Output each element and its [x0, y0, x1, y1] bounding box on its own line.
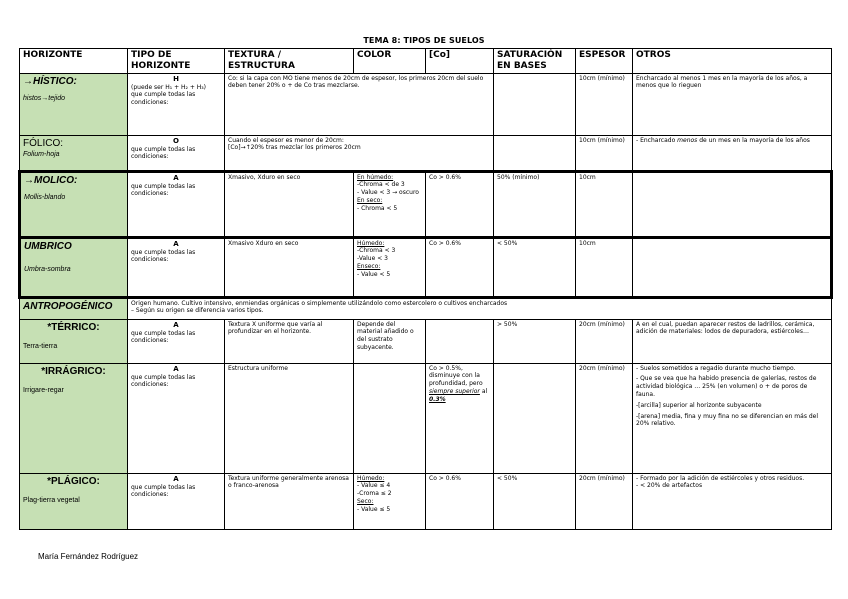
horizon-etymology: Terra-tierra [23, 342, 58, 350]
textura-cell: Co: si la capa con MO tiene menos de 20cm de espesor, los primeros 20cm del suelo deben tener 20% o + de Co tras mezclarse. [225, 73, 494, 135]
espesor-cell: 10cm [576, 237, 633, 297]
espesor-cell: 10cm (mínimo) [576, 73, 633, 135]
col-header-textura: TEXTURA / ESTRUCTURA [225, 49, 354, 74]
horizon-etymology: Plag-tierra vegetal [23, 496, 80, 504]
horizon-cell [20, 237, 128, 297]
tipo-letter: A [173, 320, 179, 329]
tipo-letter: A [173, 173, 179, 182]
saturacion-cell: 50% (mínimo) [494, 171, 576, 237]
row-folico [20, 135, 832, 171]
row-molico [20, 171, 832, 237]
espesor-cell: 10cm [576, 171, 633, 237]
horizon-cell [20, 319, 128, 363]
co-cell: Co > 0.6% [426, 473, 494, 529]
otros-line: -[arcilla] superior al horizonte subyacente [636, 401, 762, 409]
otros-text: - Encharcado [636, 136, 678, 144]
saturacion-cell [494, 73, 576, 135]
author-name: María Fernández Rodríguez [38, 552, 139, 561]
color-line: - Value ≤ 4 [357, 482, 391, 490]
espesor-cell: 20cm (mínimo) [576, 363, 633, 473]
tipo-condition: que cumple todas las condiciones: [131, 329, 196, 345]
tipo-condition: que cumple todas las condiciones: [131, 91, 196, 107]
tipo-note: (puede ser H₁ + H₂ + H₃) [131, 83, 207, 91]
otros-cell [633, 171, 832, 237]
tipo-cell [128, 135, 225, 171]
otros-line: - Suelos sometidos a regadío durante mucho tiempo. [636, 364, 796, 372]
tipo-cell [128, 473, 225, 529]
tipo-letter: A [173, 474, 179, 483]
horizon-cell [20, 73, 128, 135]
header-row [20, 49, 832, 74]
otros-line: - Formado por la adición de estiércoles y otros residuos. [636, 474, 805, 482]
horizon-name: *IRRÁGRICO: [41, 365, 106, 377]
horizon-cell [20, 363, 128, 473]
tipo-cell [128, 73, 225, 135]
color-cell [354, 363, 426, 473]
color-dry-label: Enseco: [357, 262, 381, 270]
color-line: - Value ≤ 5 [357, 505, 391, 513]
textura-cell [225, 135, 494, 171]
horizon-etymology: Folium-hoja [23, 150, 60, 158]
otros-text: de un mes en la mayoría de los años [697, 136, 810, 144]
color-wet-label: En húmedo: [357, 173, 394, 181]
saturacion-cell: > 50% [494, 319, 576, 363]
horizon-name: →HÍSTICO: [23, 75, 77, 87]
otros-line: -[arena] media, fina y muy fina no se diferencian en más del 20% relativo. [636, 412, 819, 428]
co-cell [426, 319, 494, 363]
document-title: TEMA 8: TIPOS DE SUELOS [363, 36, 485, 45]
tipo-letter: H [173, 74, 179, 83]
color-line: -Chroma < de 3 [357, 181, 405, 189]
tipo-condition: que cumple todas las condiciones: [131, 373, 196, 389]
tipo-letter: A [173, 239, 179, 248]
antropogenico-description [128, 297, 832, 319]
textura-cell: Xmasivo, Xduro en seco [225, 171, 354, 237]
otros-cell [633, 135, 832, 171]
otros-line: - Que se vea que ha habido presencia de galerías, restos de actividad biológica … 25% (en volumen) o + de poros de fauna. [636, 375, 817, 398]
col-header-saturacion: SATURACIÓN EN BASES [494, 49, 576, 74]
textura-cell: Textura uniforme generalmente arenosa o franco-arenosa [225, 473, 354, 529]
color-line: -Value < 3 [357, 255, 388, 263]
horizon-name: ANTROPOGÉNICO [23, 300, 113, 312]
color-line: - Value < 5 [357, 270, 391, 278]
col-header-tipo: TIPO DE HORIZONTE [128, 49, 225, 74]
otros-cell: A en el cual, puedan aparecer restos de ladrillos, cerámica, adición de materiales: lodos de depuradora, estiércoles… [633, 319, 832, 363]
row-terrico [20, 319, 832, 363]
co-cell: Co > 0.6% [426, 237, 494, 297]
tipo-cell [128, 171, 225, 237]
tipo-condition: que cumple todas las condiciones: [131, 248, 196, 264]
espesor-cell: 20cm (mínimo) [576, 319, 633, 363]
row-antropogenico [20, 297, 832, 319]
horizon-etymology: Umbra-sombra [24, 265, 71, 273]
color-dry-label: Seco: [357, 497, 374, 505]
color-cell: Depende del material añadido o del sustrato subyacente. [354, 319, 426, 363]
tipo-condition: que cumple todas las condiciones: [131, 483, 196, 499]
color-dry-label: En seco: [357, 196, 383, 204]
row-plagico [20, 473, 832, 529]
tipo-cell [128, 319, 225, 363]
otros-cell [633, 237, 832, 297]
otros-cell: Encharcado al menos 1 mes en la mayoría de los años, a menos que lo rieguen [633, 73, 832, 135]
espesor-cell: 20cm (mínimo) [576, 473, 633, 529]
color-line: -Chroma < 3 [357, 247, 396, 255]
tipo-condition: que cumple todas las condiciones: [131, 182, 196, 198]
co-text: Co > 0.5%, disminuye con la profundidad, pero [429, 364, 483, 388]
color-line: -Croma ≤ 2 [357, 490, 392, 498]
row-umbrico [20, 237, 832, 297]
horizon-name: FÓLICO: [23, 137, 64, 149]
row-irragrico [20, 363, 832, 473]
horizon-cell [20, 297, 128, 319]
tipo-cell [128, 237, 225, 297]
tipo-letter: A [173, 364, 179, 373]
co-cell [426, 363, 494, 473]
row-histico [20, 73, 832, 135]
col-header-horizonte: HORIZONTE [20, 49, 128, 74]
horizon-etymology: Irrigare-regar [23, 386, 64, 394]
otros-cell [633, 473, 832, 529]
horizon-cell [20, 135, 128, 171]
description-line: – Según su origen se diferencia varios tipos. [131, 307, 264, 315]
tipo-letter: O [173, 136, 179, 145]
saturacion-cell [494, 363, 576, 473]
color-cell [354, 171, 426, 237]
color-cell [354, 237, 426, 297]
espesor-cell: 10cm (mínimo) [576, 135, 633, 171]
textura-cell: Textura X uniforme que varía al profundizar en el horizonte. [225, 319, 354, 363]
col-header-color: COLOR [354, 49, 426, 74]
tipo-cell [128, 363, 225, 473]
co-cell: Co > 0.6% [426, 171, 494, 237]
textura-line: [Co]→↑20% tras mezclar los primeros 20cm [228, 144, 361, 152]
co-emphasis: siempre superior [429, 387, 480, 395]
tipo-condition: que cumple todas las condiciones: [131, 145, 196, 161]
horizon-cell [20, 473, 128, 529]
color-wet-label: Húmedo: [357, 474, 385, 482]
color-wet-label: Húmedo: [357, 239, 385, 247]
otros-cell [633, 363, 832, 473]
color-cell [354, 473, 426, 529]
textura-cell: Xmasivo Xduro en seco [225, 237, 354, 297]
col-header-espesor: ESPESOR [576, 49, 633, 74]
otros-emphasis: menos [677, 136, 698, 144]
horizon-name: UMBRICO [24, 240, 72, 252]
textura-line: Cuando el espesor es menor de 20cm: [228, 136, 344, 144]
col-header-otros: OTROS [633, 49, 832, 74]
saturacion-cell: < 50% [494, 473, 576, 529]
saturacion-cell [494, 135, 576, 171]
color-line: - Value < 3 → oscuro [357, 189, 419, 197]
horizon-name: *TÉRRICO: [47, 321, 100, 333]
textura-cell: Estructura uniforme [225, 363, 354, 473]
color-line: - Chroma < 5 [357, 204, 398, 212]
soil-types-table [18, 48, 833, 530]
description-line: Origen humano. Cultivo intensivo, enmiendas orgánicas o simplemente utilizándolo como estercolero o cultivos encharcados [131, 299, 508, 307]
saturacion-cell: < 50% [494, 237, 576, 297]
horizon-name: *PLÁGICO: [47, 475, 100, 487]
otros-line: - < 20% de artefactos [636, 482, 703, 490]
horizon-etymology: Mollis-blando [24, 193, 66, 201]
col-header-co: [Co] [426, 49, 494, 74]
horizon-etymology: histos→tejido [23, 94, 66, 102]
horizon-cell [20, 171, 128, 237]
horizon-name: →MOLICO: [24, 174, 78, 186]
co-threshold: 0.3% [429, 395, 446, 403]
co-text: al [479, 387, 488, 395]
